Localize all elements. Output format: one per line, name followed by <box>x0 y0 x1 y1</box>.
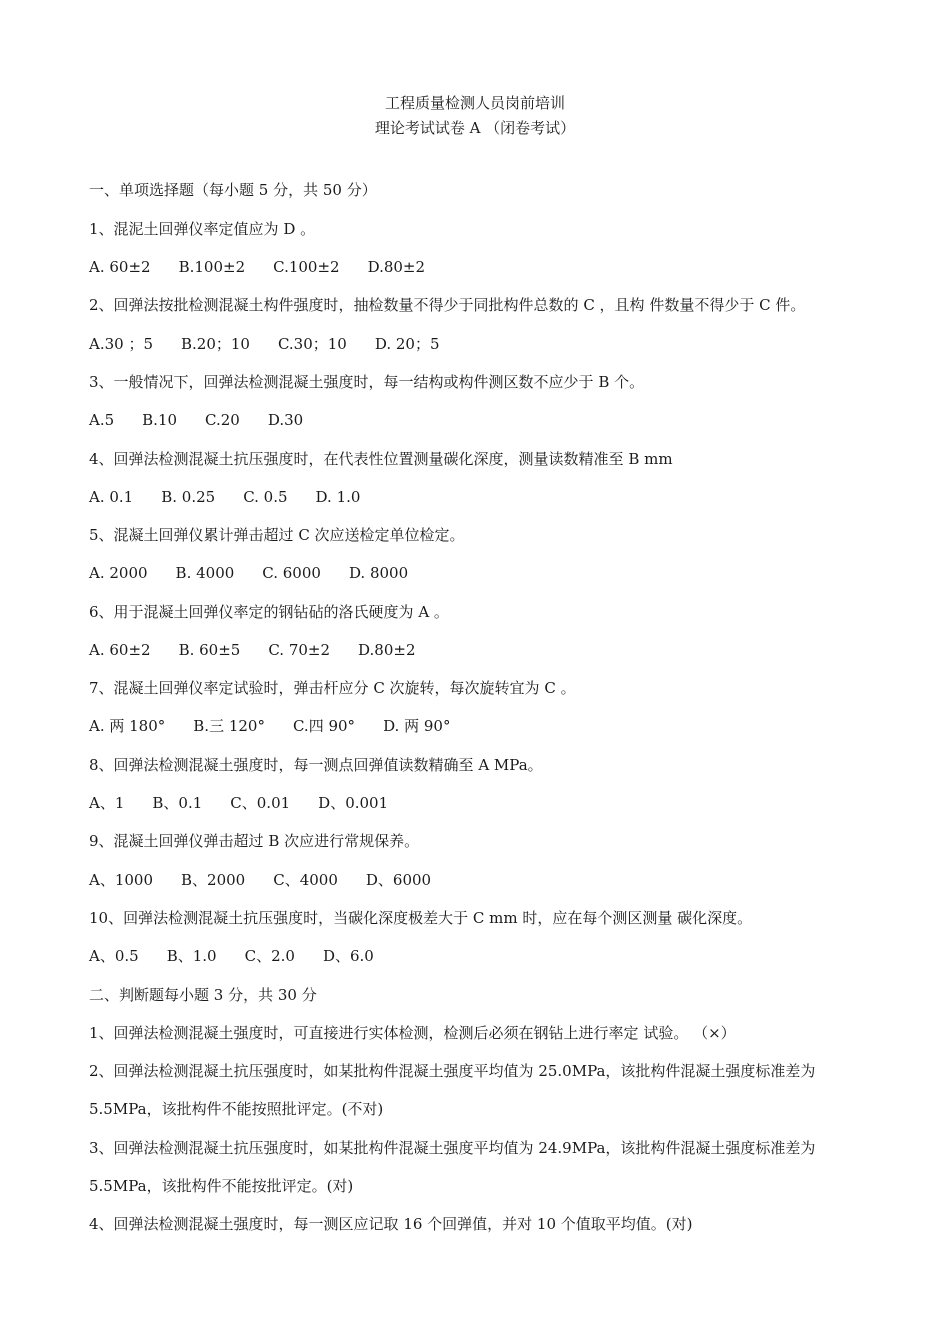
option: A、0.5 <box>89 947 139 965</box>
option: C、2.0 <box>244 947 295 965</box>
option: B. 4000 <box>175 564 235 582</box>
question-options <box>89 793 416 813</box>
judgement-item: 4、回弹法检测混凝土强度时，每一测区应记取 16 个回弹值，并对 10 个值取平均值。(对) <box>89 1215 693 1233</box>
option: C. 70±2 <box>268 641 331 659</box>
option: C. 6000 <box>262 564 321 582</box>
option: D. 8000 <box>348 564 409 582</box>
option: D.30 <box>267 411 304 429</box>
option: B、1.0 <box>166 947 217 965</box>
option: C、4000 <box>273 871 338 889</box>
option: B.100±2 <box>178 258 246 276</box>
question-options <box>89 487 388 507</box>
title-line-2: 理论考试试卷 A （闭卷考试） <box>374 119 576 137</box>
question-stem: 1、混泥土回弹仪率定值应为 D 。 <box>89 220 316 238</box>
question-stem: 6、用于混凝土回弹仪率定的钢钻砧的洛氏硬度为 A 。 <box>89 603 449 621</box>
question-options <box>89 716 478 736</box>
option: D. 1.0 <box>315 488 361 506</box>
option: D、0.001 <box>318 794 389 812</box>
judgement-item: 2、回弹法检测混凝土抗压强度时，如某批构件混凝土强度平均值为 25.0MPa，该批构件混凝土强度标准差为 <box>89 1062 816 1080</box>
question-stem: 10、回弹法检测混凝土抗压强度时，当碳化深度极差大于 C mm 时，应在每个测区测量 碳化深度。 <box>89 909 753 927</box>
option: C.四 90° <box>292 717 356 735</box>
question-stem: 9、混凝土回弹仪弹击超过 B 次应进行常规保养。 <box>89 832 420 850</box>
option: D、6000 <box>365 871 432 889</box>
option: A. 0.1 <box>89 488 134 506</box>
option: D. 两 90° <box>383 717 451 735</box>
option: A. 60±2 <box>89 258 151 276</box>
option: A、1 <box>89 794 125 812</box>
question-stem: 7、混凝土回弹仪率定试验时，弹击杆应分 C 次旋转，每次旋转宜为 C 。 <box>89 679 576 697</box>
option: A. 两 180° <box>89 717 166 735</box>
option: B. 0.25 <box>161 488 216 506</box>
option: A.30 ；5 <box>89 335 153 353</box>
title-line-1: 工程质量检测人员岗前培训 <box>384 94 565 112</box>
option: C、0.01 <box>230 794 291 812</box>
option: B. 60±5 <box>178 641 241 659</box>
question-stem: 2、回弹法按批检测混凝土构件强度时，抽检数量不得少于同批构件总数的 C ，且构 件数量不得少于 C 件。 <box>89 296 806 314</box>
question-stem: 3、一般情况下，回弹法检测混凝土强度时，每一结构或构件测区数不应少于 B 个。 <box>89 373 645 391</box>
option: B.三 120° <box>193 717 265 735</box>
question-stem: 8、回弹法检测混凝土强度时，每一测点回弹值读数精确至 A MPa。 <box>89 756 543 774</box>
option: D. 20；5 <box>374 335 440 353</box>
judgement-item-continued: 5.5MPa，该批构件不能按批评定。(对) <box>89 1177 354 1195</box>
document-title <box>0 91 950 141</box>
question-options <box>89 870 459 890</box>
section1-heading: 一、单项选择题（每小题 5 分，共 50 分） <box>89 181 377 199</box>
option: B.10 <box>142 411 178 429</box>
option: B、0.1 <box>152 794 203 812</box>
option: C. 0.5 <box>243 488 288 506</box>
option: D、6.0 <box>322 947 374 965</box>
judgement-item-continued: 5.5MPa，该批构件不能按照批评定。(不对) <box>89 1100 384 1118</box>
option: C.20 <box>205 411 240 429</box>
question-stem: 5、混凝土回弹仪累计弹击超过 C 次应送检定单位检定。 <box>89 526 465 544</box>
question-options <box>89 946 402 966</box>
section2-heading: 二、判断题每小题 3 分，共 30 分 <box>89 986 317 1004</box>
option: B.20；10 <box>181 335 250 353</box>
question-options <box>89 640 444 660</box>
option: A、1000 <box>89 871 154 889</box>
option: D.80±2 <box>358 641 416 659</box>
option: A. 60±2 <box>89 641 151 659</box>
option: B、2000 <box>181 871 246 889</box>
question-options <box>89 334 468 354</box>
option: A.5 <box>89 411 115 429</box>
question-stem: 4、回弹法检测混凝土抗压强度时，在代表性位置测量碳化深度，测量读数精准至 B mm <box>89 450 673 468</box>
question-options <box>89 257 453 277</box>
question-options <box>89 410 331 430</box>
option: C.30；10 <box>277 335 347 353</box>
option: D.80±2 <box>367 258 426 276</box>
option: A. 2000 <box>89 564 148 582</box>
option: C.100±2 <box>273 258 340 276</box>
question-options <box>89 563 436 583</box>
judgement-item: 3、回弹法检测混凝土抗压强度时，如某批构件混凝土强度平均值为 24.9MPa，该批构件混凝土强度标准差为 <box>89 1139 816 1157</box>
judgement-item: 1、回弹法检测混凝土强度时，可直接进行实体检测，检测后必须在钢钻上进行率定 试验。 （×） <box>89 1024 736 1042</box>
